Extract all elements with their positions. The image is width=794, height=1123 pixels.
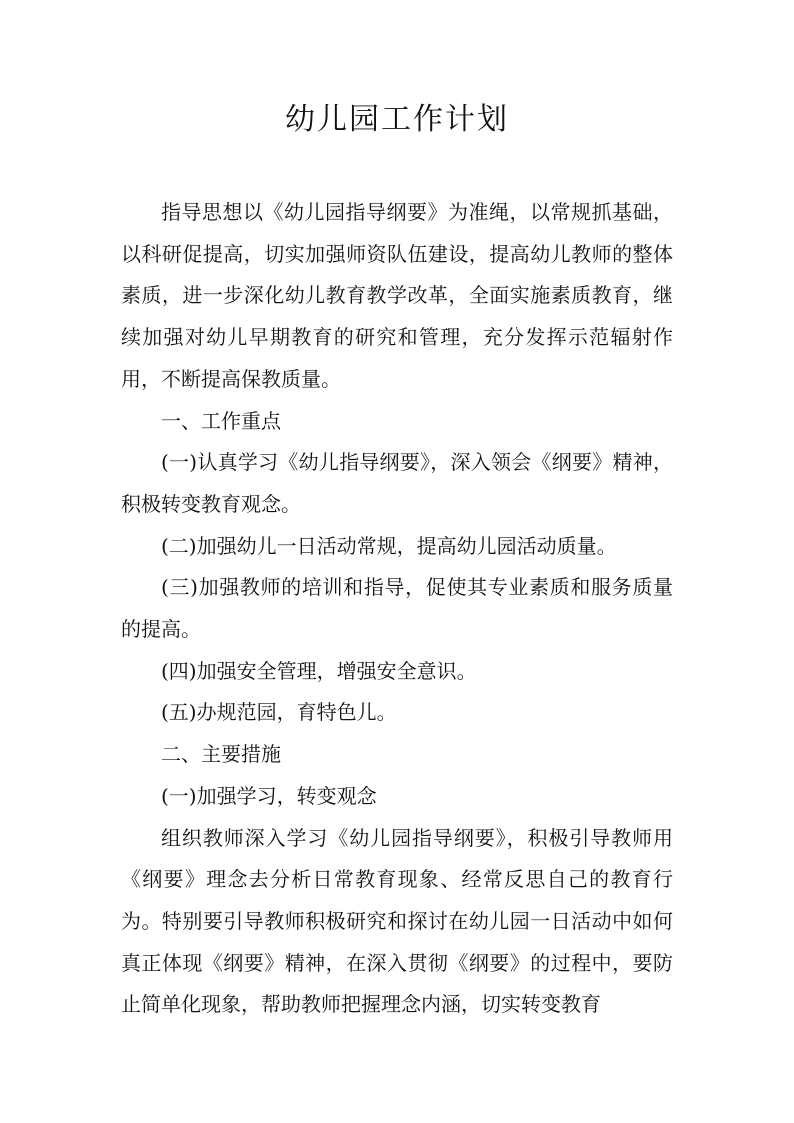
- section-heading-work-focus: 一、工作重点: [161, 408, 281, 433]
- paragraph-focus-5: (五)办规范园，育特色儿。: [161, 700, 397, 725]
- section-heading-main-measures: 二、主要措施: [161, 742, 281, 767]
- paragraph-focus-2: (二)加强幼儿一日活动常规，提高幼儿园活动质量。: [161, 533, 617, 558]
- paragraph-measure-1: 组织教师深入学习《幼儿园指导纲要》，积极引导教师用《纲要》理念去分析日常教育现象、经常反思自己的教育行为。特别要引导教师积极研究和探讨在幼儿园一日活动中如何真正体现《纲要》精神，在深入贯彻《纲要》的过程中，要防止简单化现象，帮助教师把握理念内涵，切实转变教育: [121, 825, 673, 1017]
- paragraph-focus-4: (四)加强安全管理，增强安全意识。: [161, 658, 477, 683]
- paragraph-focus-1: (一)认真学习《幼儿指导纲要》，深入领会《纲要》精神，积极转变教育观念。: [121, 450, 673, 516]
- document-body: [121, 192, 673, 1026]
- document-title: 幼儿园工作计划: [285, 102, 509, 137]
- paragraph-focus-3: (三)加强教师的培训和指导，促使其专业素质和服务质量的提高。: [121, 575, 673, 642]
- paragraph-guiding-thought: 指导思想以《幼儿园指导纲要》为准绳，以常规抓基础，以科研促提高，切实加强师资队伍建设，提高幼儿教师的整体素质，进一步深化幼儿教育教学改革，全面实施素质教育，继续加强对幼儿早期教育的研究和管理，充分发挥示范辐射作用，不断提高保教质量。: [121, 200, 673, 391]
- subheading-measure-1: (一)加强学习，转变观念: [161, 783, 377, 808]
